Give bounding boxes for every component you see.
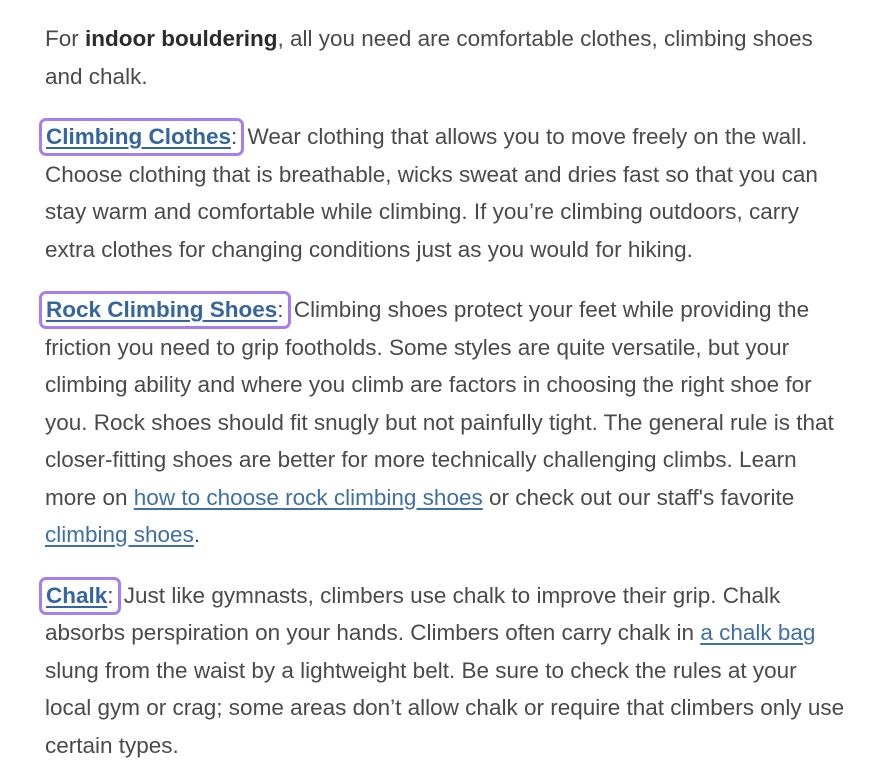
- chalk-colon: :: [107, 582, 114, 608]
- climbing-clothes-text: Wear clothing that allows you to move freely on the wall. Choose clothing that is breathable, wicks sweat and dries fast so that you can stay warm and comfortable while climbing. If you’re climbing outdoors, carry extra clothes for changing conditions just as you would for hiking.: [45, 124, 818, 262]
- rock-climbing-shoes-text-mid: or check out our staff's favorite: [482, 484, 795, 510]
- climbing-clothes-link[interactable]: Climbing Clothes: [46, 124, 231, 149]
- rock-climbing-shoes-link[interactable]: Rock Climbing Shoes: [46, 297, 278, 322]
- climbing-clothes-colon: :: [231, 124, 238, 149]
- intro-suffix: , all you need are comfortable clothes, climbing shoes and chalk.: [45, 26, 813, 89]
- rock-climbing-shoes-colon: :: [277, 297, 284, 322]
- intro-prefix: For: [45, 26, 86, 51]
- rock-climbing-shoes-highlight: [44, 296, 286, 324]
- intro-paragraph: [45, 20, 849, 95]
- chalk-text: Just like gymnasts, climbers use chalk to improve their grip. Chalk absorbs perspiration on your hands. Climbers often carry chalk in: [45, 582, 781, 645]
- chalk-highlight: [44, 582, 116, 610]
- climbing-clothes-paragraph: [45, 118, 849, 268]
- intro-bold-term: indoor bouldering: [85, 26, 278, 51]
- chalk-paragraph: [45, 577, 849, 765]
- climbing-shoes-link[interactable]: climbing shoes: [45, 522, 194, 547]
- climbing-clothes-highlight: [44, 123, 239, 151]
- rock-climbing-shoes-text: Climbing shoes protect your feet while providing the friction you need to grip footholds. Some styles are quite versatile, but your climbing ability and where you climb are factors in choosing the right shoe for you. Rock shoes should fit snugly but not painfully tight. The general rule is that closer-fitting shoes are better for more technically challenging climbs. Learn more on: [45, 297, 834, 510]
- rock-climbing-shoes-text-end: .: [193, 522, 201, 547]
- how-to-choose-shoes-link[interactable]: how to choose rock climbing shoes: [133, 484, 483, 510]
- rock-climbing-shoes-paragraph: [45, 291, 849, 554]
- chalk-link[interactable]: Chalk: [46, 582, 108, 608]
- chalk-bag-link[interactable]: a chalk bag: [700, 620, 816, 645]
- chalk-text-end: slung from the waist by a lightweight belt. Be sure to check the rules at your local gym or crag; some areas don’t allow chalk or require that climbers only use certain types.: [45, 657, 845, 758]
